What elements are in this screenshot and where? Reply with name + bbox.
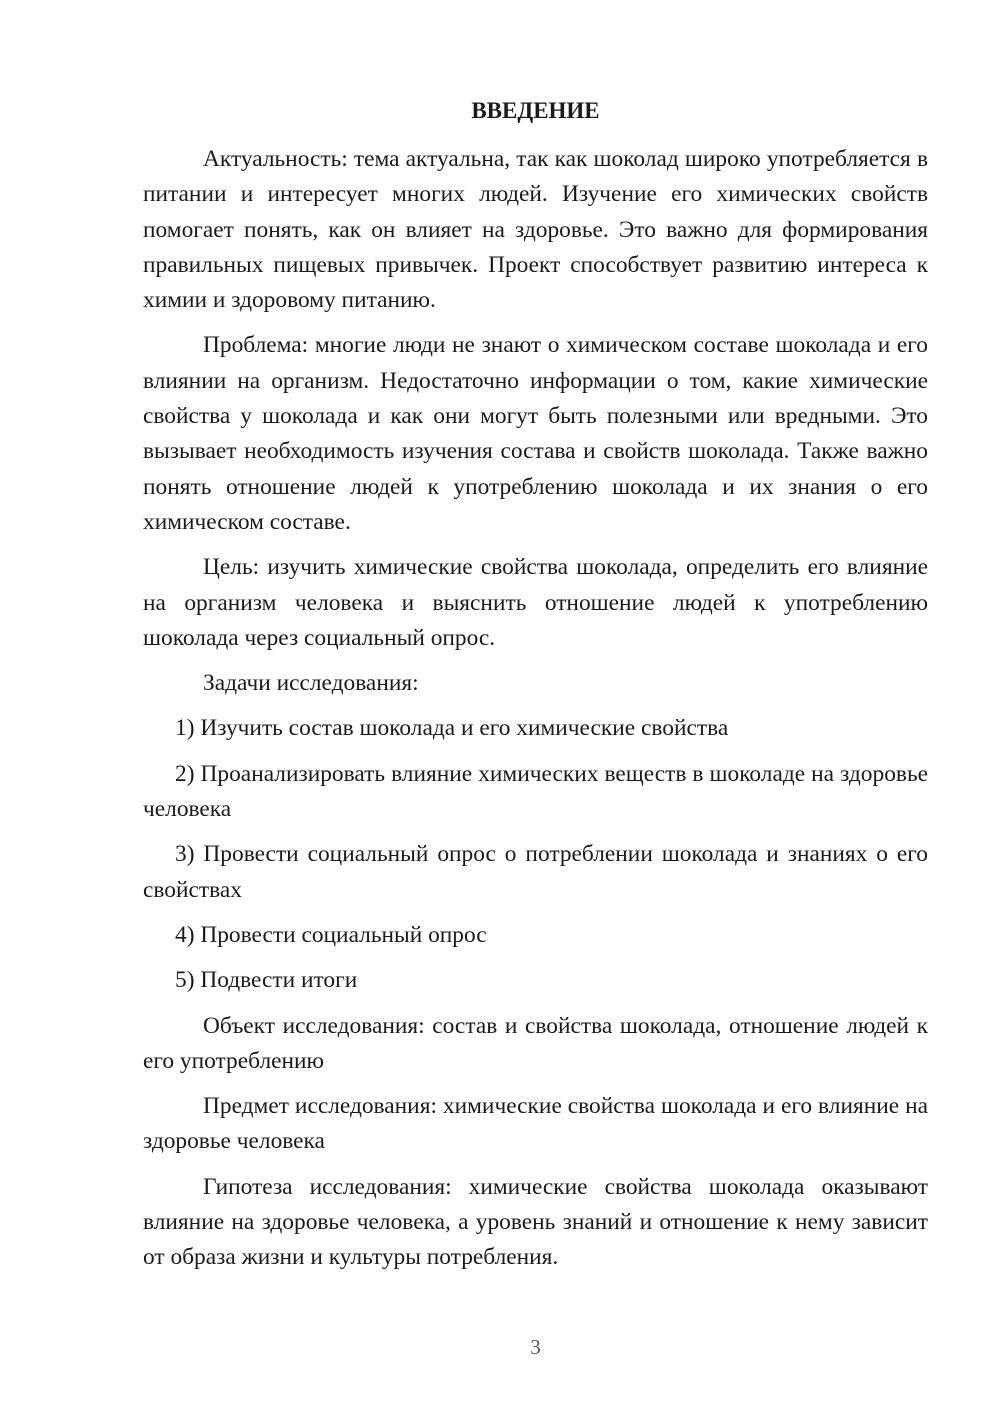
document-body — [143, 142, 928, 1286]
task-item-5: 5) Подвести итоги — [175, 967, 358, 994]
task-item-1: 1) Изучить состав шоколада и его химические свойства — [175, 715, 729, 742]
section-title: ВВЕДЕНИЕ — [471, 98, 600, 123]
paragraph-goal: Цель: изучить химические свойства шоколада, определить его влияние на организм человека и выяснить отношение людей к употреблению шоколада через социальный опрос. — [143, 554, 928, 651]
task-item-3: 3) Провести социальный опрос о потреблении шоколада и знаниях о его свойствах — [143, 841, 928, 903]
page-number: 3 — [530, 1335, 541, 1359]
paragraph-relevance: Актуальность: тема актуальна, так как шоколад широко употребляется в питании и интересует многих людей. Изучение его химических свойств помогает понять, как он влияет на здоровье. Это важно для формирования правильных пищевых привычек. Проект способствует развитию интереса к химии и здоровому питанию. — [143, 146, 928, 314]
task-item-2: 2) Проанализировать влияние химических веществ в шоколаде на здоровье человека — [143, 760, 928, 823]
paragraph-tasks-heading: Задачи исследования: — [203, 670, 419, 697]
paragraph-subject: Предмет исследования: химические свойства шоколада и его влияние на здоровье человека — [143, 1093, 928, 1155]
paragraph-hypothesis: Гипотеза исследования: химические свойства шоколада оказывают влияние на здоровье человека, а уровень знаний и отношение к нему зависит от образа жизни и культуры потребления. — [143, 1173, 928, 1271]
paragraph-object: Объект исследования: состав и свойства шоколада, отношение людей к его употреблению — [143, 1012, 928, 1074]
document-page — [143, 0, 928, 1414]
task-item-4: 4) Провести социальный опрос — [175, 921, 487, 948]
paragraph-problem: Проблема: многие люди не знают о химическом составе шоколада и его влиянии на организм. Недостаточно информации о том, какие химические свойства у шоколада и как они могут быть полезными или вредными. Это вызывает необходимость изучения состава и свойств шоколада. Также важно понять отношение людей к употреблению шоколада и их знания о его химическом составе. — [143, 332, 928, 535]
